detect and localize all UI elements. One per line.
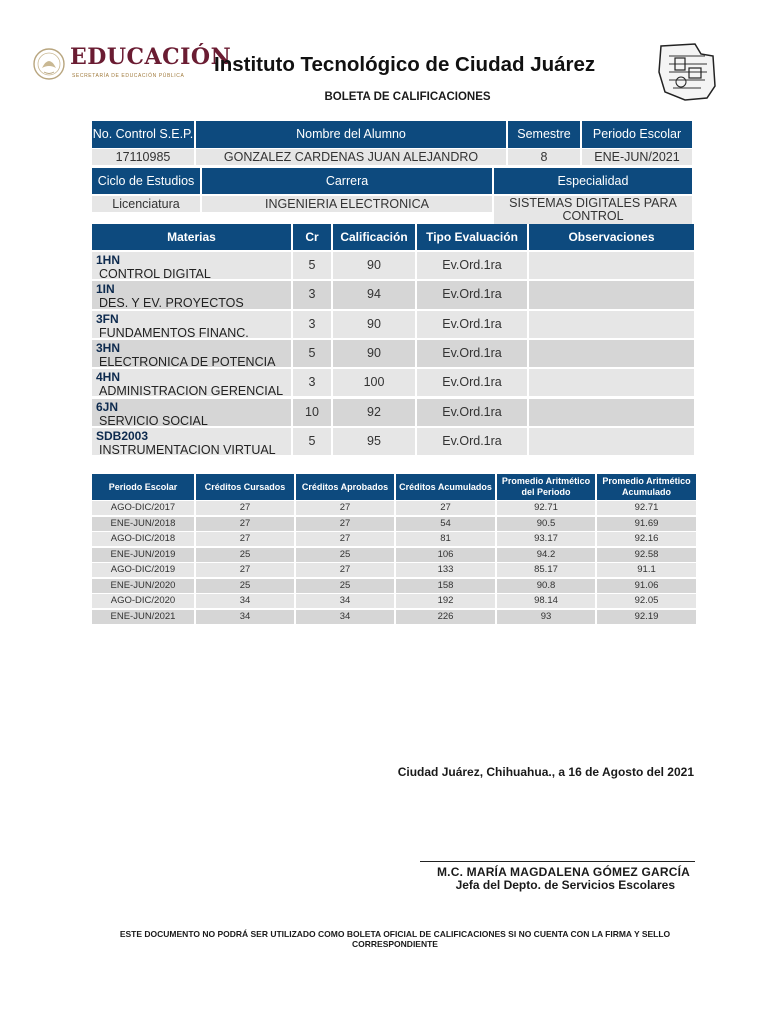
subject-code: 6JN <box>96 399 119 414</box>
summary-accumulated-average: 91.1 <box>597 563 696 577</box>
summary-credits-accumulated: 158 <box>396 579 495 593</box>
grade-value: 94 <box>333 281 415 308</box>
signer-name: M.C. MARÍA MAGDALENA GÓMEZ GARCÍA <box>436 865 690 879</box>
summary-accumulated-average: 92.16 <box>597 532 696 546</box>
place-date: Ciudad Juárez, Chihuahua., a 16 de Agosto del 2021 <box>397 765 694 779</box>
observations-value <box>529 399 694 426</box>
national-seal-icon <box>32 44 66 84</box>
summary-credits-passed: 34 <box>296 594 394 608</box>
col-eval-type: Tipo Evaluación <box>417 224 527 250</box>
subject-cell <box>92 281 291 311</box>
summary-accumulated-average: 92.05 <box>597 594 696 608</box>
credits-value: 3 <box>293 369 331 396</box>
summary-credits-accumulated: 133 <box>396 563 495 577</box>
specialty-value: SISTEMAS DIGITALES PARA CONTROL <box>494 196 692 224</box>
observations-value <box>529 340 694 367</box>
sum-col-taken: Créditos Cursados <box>196 474 294 500</box>
summary-period: ENE-JUN/2020 <box>92 579 194 593</box>
summary-period-average: 90.5 <box>497 517 595 531</box>
label-cycle: Ciclo de Estudios <box>92 168 200 194</box>
summary-accumulated-average: 91.06 <box>597 579 696 593</box>
summary-period: AGO-DIC/2017 <box>92 501 194 515</box>
grade-value: 90 <box>333 340 415 367</box>
sep-logo <box>30 42 232 90</box>
cycle-value: Licenciatura <box>92 196 200 212</box>
observations-value <box>529 281 694 308</box>
summary-credits-taken: 25 <box>196 548 294 562</box>
subject-name: FUNDAMENTOS FINANC. <box>99 325 249 340</box>
col-subjects: Materias <box>92 224 291 250</box>
summary-credits-taken: 27 <box>196 563 294 577</box>
subject-code: 3HN <box>96 340 121 355</box>
student-name: GONZALEZ CARDENAS JUAN ALEJANDRO <box>196 149 506 165</box>
summary-credits-accumulated: 54 <box>396 517 495 531</box>
institute-logo-icon <box>655 42 719 102</box>
subject-code: 4HN <box>96 370 121 385</box>
grade-value: 95 <box>333 428 415 455</box>
document-title: BOLETA DE CALIFICACIONES <box>324 91 491 103</box>
subject-cell <box>92 252 291 279</box>
summary-period: ENE-JUN/2018 <box>92 517 194 531</box>
summary-period: AGO-DIC/2019 <box>92 563 194 577</box>
summary-period-average: 94.2 <box>497 548 595 562</box>
summary-credits-taken: 34 <box>196 594 294 608</box>
summary-credits-accumulated: 192 <box>396 594 495 608</box>
summary-period-average: 98.14 <box>497 594 595 608</box>
validity-notice: ESTE DOCUMENTO NO PODRÁ SER UTILIZADO COMO BOLETA OFICIAL DE CALIFICACIONES SI NO CUENTA CON LA FIRMA Y SELLO CORRESPONDIENTE <box>119 929 671 949</box>
credits-value: 10 <box>293 399 331 426</box>
eval-type-value: Ev.Ord.1ra <box>417 340 527 367</box>
subject-code: 3FN <box>96 311 119 326</box>
summary-accumulated-average: 91.69 <box>597 517 696 531</box>
sum-col-accumulated: Créditos Acumulados <box>396 474 495 500</box>
summary-credits-taken: 27 <box>196 501 294 515</box>
summary-period: ENE-JUN/2021 <box>92 610 194 624</box>
summary-credits-taken: 27 <box>196 532 294 546</box>
eval-type-value: Ev.Ord.1ra <box>417 399 527 426</box>
subject-cell <box>92 369 291 399</box>
summary-period-average: 90.8 <box>497 579 595 593</box>
label-career: Carrera <box>202 168 492 194</box>
col-grade: Calificación <box>333 224 415 250</box>
summary-credits-passed: 27 <box>296 563 394 577</box>
summary-credits-taken: 34 <box>196 610 294 624</box>
subject-name: DES. Y EV. PROYECTOS <box>99 296 244 311</box>
summary-credits-passed: 27 <box>296 517 394 531</box>
summary-credits-passed: 27 <box>296 532 394 546</box>
sum-col-period: Periodo Escolar <box>92 474 194 500</box>
subject-code: 1HN <box>96 253 121 267</box>
sum-col-period-avg: Promedio Aritmético del Periodo <box>497 474 595 500</box>
brand-subtitle: SECRETARÍA DE EDUCACIÓN PÚBLICA <box>72 73 185 79</box>
grade-value: 100 <box>333 369 415 396</box>
summary-credits-taken: 27 <box>196 517 294 531</box>
summary-credits-accumulated: 27 <box>396 501 495 515</box>
observations-value <box>529 428 694 455</box>
col-observations: Observaciones <box>529 224 694 250</box>
subject-code: SDB2003 <box>96 428 149 443</box>
credits-value: 5 <box>293 428 331 455</box>
subject-cell <box>92 399 291 426</box>
subject-name: SERVICIO SOCIAL <box>99 413 208 428</box>
subject-cell <box>92 428 291 455</box>
credits-value: 5 <box>293 340 331 367</box>
summary-period: AGO-DIC/2018 <box>92 532 194 546</box>
summary-period: AGO-DIC/2020 <box>92 594 194 608</box>
subject-cell <box>92 340 291 367</box>
credits-value: 3 <box>293 311 331 338</box>
signature-line <box>420 861 695 862</box>
signer-role: Jefa del Depto. de Servicios Escolares <box>455 878 675 892</box>
credits-value: 3 <box>293 281 331 308</box>
observations-value <box>529 369 694 396</box>
label-name: Nombre del Alumno <box>196 121 506 148</box>
grade-value: 90 <box>333 252 415 279</box>
control-number: 17110985 <box>92 149 194 165</box>
institution-title: Instituto Tecnológico de Ciudad Juárez <box>214 53 596 76</box>
label-semester: Semestre <box>508 121 580 148</box>
subject-name: CONTROL DIGITAL <box>99 267 211 281</box>
summary-accumulated-average: 92.58 <box>597 548 696 562</box>
summary-credits-passed: 25 <box>296 579 394 593</box>
credits-value: 5 <box>293 252 331 279</box>
subject-cell <box>92 311 291 338</box>
summary-credits-accumulated: 81 <box>396 532 495 546</box>
subject-code: 1IN <box>96 282 115 297</box>
label-period: Periodo Escolar <box>582 121 692 148</box>
subject-name: ELECTRONICA DE POTENCIA <box>99 354 276 369</box>
grade-value: 92 <box>333 399 415 426</box>
brand-name: EDUCACIÓN <box>70 44 232 70</box>
summary-credits-accumulated: 226 <box>396 610 495 624</box>
semester-value: 8 <box>508 149 580 165</box>
summary-credits-passed: 34 <box>296 610 394 624</box>
col-credits: Cr <box>293 224 331 250</box>
summary-credits-passed: 25 <box>296 548 394 562</box>
summary-accumulated-average: 92.71 <box>597 501 696 515</box>
label-control: No. Control S.E.P. <box>92 121 194 148</box>
period-value: ENE-JUN/2021 <box>582 149 692 165</box>
subject-name: INSTRUMENTACION VIRTUAL <box>99 442 276 457</box>
grade-value: 90 <box>333 311 415 338</box>
summary-credits-taken: 25 <box>196 579 294 593</box>
sum-col-passed: Créditos Aprobados <box>296 474 394 500</box>
eval-type-value: Ev.Ord.1ra <box>417 281 527 308</box>
eval-type-value: Ev.Ord.1ra <box>417 252 527 279</box>
eval-type-value: Ev.Ord.1ra <box>417 428 527 455</box>
summary-period-average: 93.17 <box>497 532 595 546</box>
summary-period-average: 93 <box>497 610 595 624</box>
eval-type-value: Ev.Ord.1ra <box>417 369 527 396</box>
observations-value <box>529 311 694 338</box>
subject-name: ADMINISTRACION GERENCIAL <box>99 384 284 399</box>
label-specialty: Especialidad <box>494 168 692 194</box>
eval-type-value: Ev.Ord.1ra <box>417 311 527 338</box>
career-value: INGENIERIA ELECTRONICA <box>202 196 492 212</box>
summary-accumulated-average: 92.19 <box>597 610 696 624</box>
summary-credits-accumulated: 106 <box>396 548 495 562</box>
observations-value <box>529 252 694 279</box>
summary-period-average: 85.17 <box>497 563 595 577</box>
summary-period: ENE-JUN/2019 <box>92 548 194 562</box>
summary-credits-passed: 27 <box>296 501 394 515</box>
sum-col-accum-avg: Promedio Aritmético Acumulado <box>597 474 696 500</box>
summary-period-average: 92.71 <box>497 501 595 515</box>
